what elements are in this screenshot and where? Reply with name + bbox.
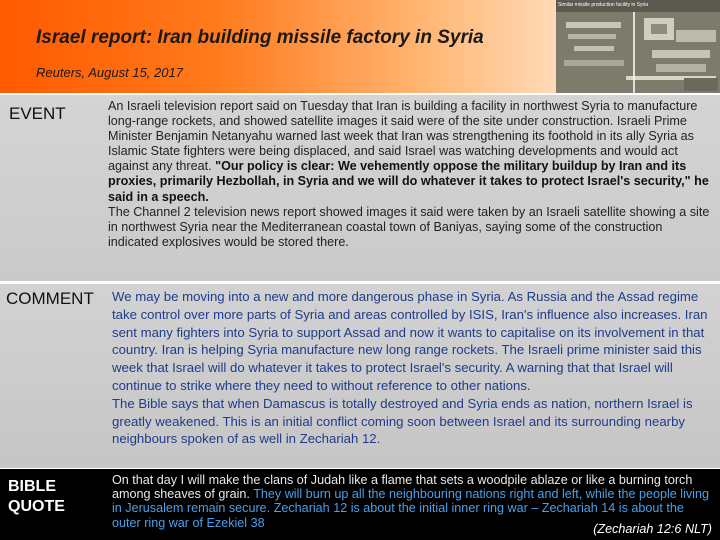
comment-section <box>0 284 720 468</box>
event-label: EVENT <box>9 104 66 123</box>
satellite-image-graphic <box>556 0 720 93</box>
event-text-part-1: An Israeli television report said on Tuesday that Iran is building a facility in northwest Syria to manufacture long-range rockets, and showed satellite images it said were of the site under construction. Israeli Prime Minister Benjamin Netanyahu warned last week that Iran was strengthening its foothold in its ally Syria as Islamic State fighters were being displaced, and said Israel was watching developments and would act against any threat. <box>108 99 698 174</box>
comment-label: COMMENT <box>6 289 94 308</box>
netanyahu-quote: "Our policy is clear: We vehemently oppose the military buildup by Iran and its proxies, primarily Hezbollah, in Syria and we will do whatever it takes to protect Israel's security," he said in a speech. <box>108 159 709 204</box>
event-text-part-2: The Channel 2 television news report showed images it said were taken by an Israeli satellite showing a site in northwest Syria near the Mediterranean coastal town of Baniyas, saying some of the construction indicated explosives would be stored there. <box>108 204 710 249</box>
source-citation: Reuters, August 15, 2017 <box>36 65 183 80</box>
comment-text <box>112 288 714 448</box>
bible-text-part-2: They will burn up all the neighbouring nations right and left, while the people living in Jerusalem remain secure. <box>112 487 709 516</box>
event-text <box>108 99 714 250</box>
image-caption: Similar missile production facility in Syria <box>558 2 649 8</box>
bible-label-line2: QUOTE <box>8 498 65 515</box>
bible-quote-label <box>8 477 65 517</box>
comment-text-part-1: We may be moving into a new and more dangerous phase in Syria. As Russia and the Assad regime take control over more parts of Syria and areas controlled by ISIS, Iran's influence also increases. Iran sent many fighters into Syria to support Assad and now it wants to capitalise on its involvement in that country. Iran is helping Syria manufacture new long range rockets. The Israeli prime minister said this week that Israel will do whatever it takes to protect Israel's security. A warning that that Israel will continue to strike where they need to without reference to other nations. <box>112 289 708 393</box>
satellite-image <box>556 0 720 93</box>
title-banner <box>0 0 720 93</box>
bible-label-line1: BIBLE <box>8 478 56 495</box>
comment-text-part-2: The Bible says that when Damascus is totally destroyed and Syria ends as nation, northern Israel is greatly weakened. This is an initial conflict coming soon between Israel and its surrounding nearby neighbours spoken of as well in Zechariah 12. <box>112 395 693 447</box>
bible-text-part-1: On that day I will make the clans of Judah like a flame that sets a woodpile ablaze or like a burning torch among sheaves of grain. <box>112 473 693 502</box>
bible-reference: (Zechariah 12:6 NLT) <box>593 522 712 536</box>
bible-quote-section <box>0 469 720 540</box>
event-section <box>0 95 720 281</box>
page-title: Israel report: Iran building missile factory in Syria <box>36 27 484 48</box>
bible-text-part-3: Zechariah 12 is about the initial inner ring war – Zechariah 14 is about the outer ring war of Ezekiel 38 <box>112 501 684 530</box>
